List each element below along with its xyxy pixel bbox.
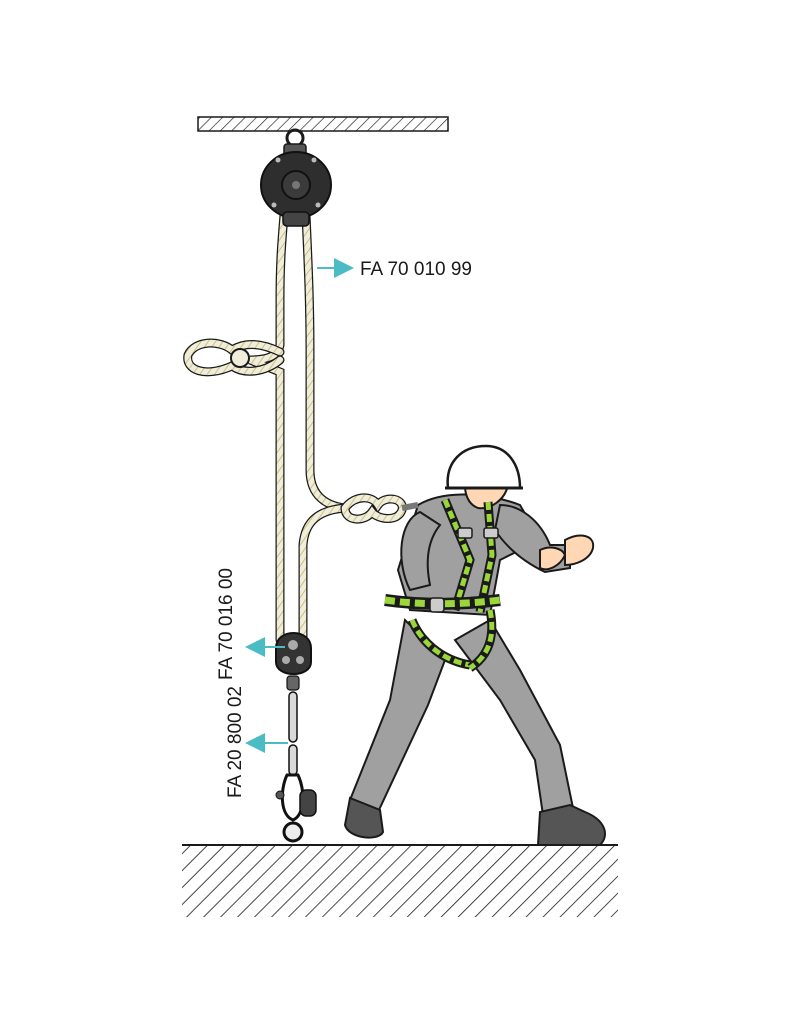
- worker-hand: [565, 536, 593, 565]
- rope-code-label: FA 70 010 99: [360, 259, 472, 280]
- floor: [182, 845, 618, 917]
- ceiling: [198, 117, 448, 131]
- lower-pulley: [276, 633, 311, 690]
- top-pulley-device: [261, 130, 331, 226]
- worker-helmet: [448, 446, 520, 488]
- connector-code-label: FA 20 800 02: [225, 686, 246, 798]
- worker-boot-front: [538, 805, 605, 845]
- pulley-code-label: FA 70 016 00: [216, 568, 237, 680]
- worker-figure: [345, 446, 605, 845]
- worker-front-leg: [455, 620, 573, 815]
- connector-chain: [276, 692, 316, 841]
